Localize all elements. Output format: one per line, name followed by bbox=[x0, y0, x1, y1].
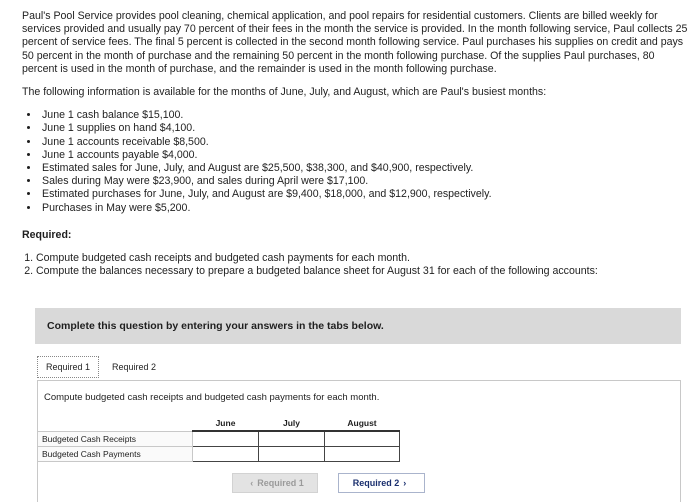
next-button[interactable] bbox=[338, 473, 425, 493]
fact-item: • June 1 cash balance $15,100. bbox=[40, 109, 690, 122]
tab-required-1[interactable]: Required 1 bbox=[37, 356, 99, 378]
fact-item: • June 1 accounts payable $4,000. bbox=[40, 149, 690, 162]
row-label-cash-receipts: Budgeted Cash Receipts bbox=[38, 431, 193, 447]
chevron-right-icon: › bbox=[403, 478, 407, 488]
header-blank bbox=[38, 416, 193, 431]
july-receipts-input[interactable] bbox=[263, 433, 320, 445]
fact-item: • Estimated purchases for June, July, and August are $9,400, $18,000, and $12,900, respectively. bbox=[40, 188, 690, 201]
column-header-august: August bbox=[325, 416, 400, 431]
table-row bbox=[38, 447, 400, 462]
problem-intro: The following information is available for the months of June, July, and August, which are Paul's busiest months: bbox=[22, 86, 547, 99]
requirement-item: 1. Compute budgeted cash receipts and budgeted cash payments for each month. bbox=[36, 252, 690, 265]
tab-bar bbox=[37, 356, 165, 378]
june-receipts-cell[interactable] bbox=[193, 431, 259, 447]
panel-instruction: Compute budgeted cash receipts and budgeted cash payments for each month. bbox=[44, 392, 380, 403]
prev-button-label: Required 1 bbox=[257, 478, 304, 488]
fact-item: • June 1 supplies on hand $4,100. bbox=[40, 122, 690, 135]
june-payments-input[interactable] bbox=[197, 448, 254, 460]
fact-item: • Sales during May were $23,900, and sales during April were $17,100. bbox=[40, 175, 690, 188]
complete-banner: Complete this question by entering your answers in the tabs below. bbox=[35, 308, 681, 344]
fact-item: • Purchases in May were $5,200. bbox=[40, 202, 690, 215]
june-receipts-input[interactable] bbox=[197, 433, 254, 445]
july-receipts-cell[interactable] bbox=[259, 431, 325, 447]
chevron-left-icon: ‹ bbox=[250, 478, 254, 488]
august-payments-cell[interactable] bbox=[325, 447, 400, 462]
table-row bbox=[38, 431, 400, 447]
row-label-cash-payments: Budgeted Cash Payments bbox=[38, 447, 193, 462]
required-heading: Required: bbox=[22, 228, 72, 241]
prev-button[interactable] bbox=[232, 473, 318, 493]
next-button-label: Required 2 bbox=[352, 478, 400, 488]
column-header-june: June bbox=[193, 416, 259, 431]
problem-statement bbox=[22, 10, 690, 278]
august-receipts-cell[interactable] bbox=[325, 431, 400, 447]
fact-item: • June 1 accounts receivable $8,500. bbox=[40, 136, 690, 149]
august-payments-input[interactable] bbox=[329, 448, 395, 460]
facts-list bbox=[22, 109, 690, 215]
tab-required-2[interactable]: Required 2 bbox=[103, 356, 165, 378]
requirements-list bbox=[22, 252, 690, 278]
july-payments-input[interactable] bbox=[263, 448, 320, 460]
problem-paragraph: Paul's Pool Service provides pool cleaning, chemical application, and pool repairs for residential customers. Clients are billed weekly for services provided and usually pay 70 percent of their fees in the month the service is provided. In the month following service, Paul collects 25 percent of service fees. The final 5 percent is collected in the second month following service. Paul purchases his supplies on credit and pays 50 percent in the month of purchase and the remaining 50 percent in the month following purchase. Of the supplies Paul purchases, 80 percent is used in the month of purchase, and the remainder is used in the month following purchase. bbox=[22, 10, 688, 75]
june-payments-cell[interactable] bbox=[193, 447, 259, 462]
july-payments-cell[interactable] bbox=[259, 447, 325, 462]
requirement-item: 2. Compute the balances necessary to prepare a budgeted balance sheet for August 31 for each of the following accounts: bbox=[36, 265, 690, 278]
fact-item: • Estimated sales for June, July, and August are $25,500, $38,300, and $40,900, respectively. bbox=[40, 162, 690, 175]
august-receipts-input[interactable] bbox=[329, 433, 395, 445]
budget-table bbox=[37, 416, 400, 462]
column-header-july: July bbox=[259, 416, 325, 431]
table-header-row bbox=[38, 416, 400, 431]
